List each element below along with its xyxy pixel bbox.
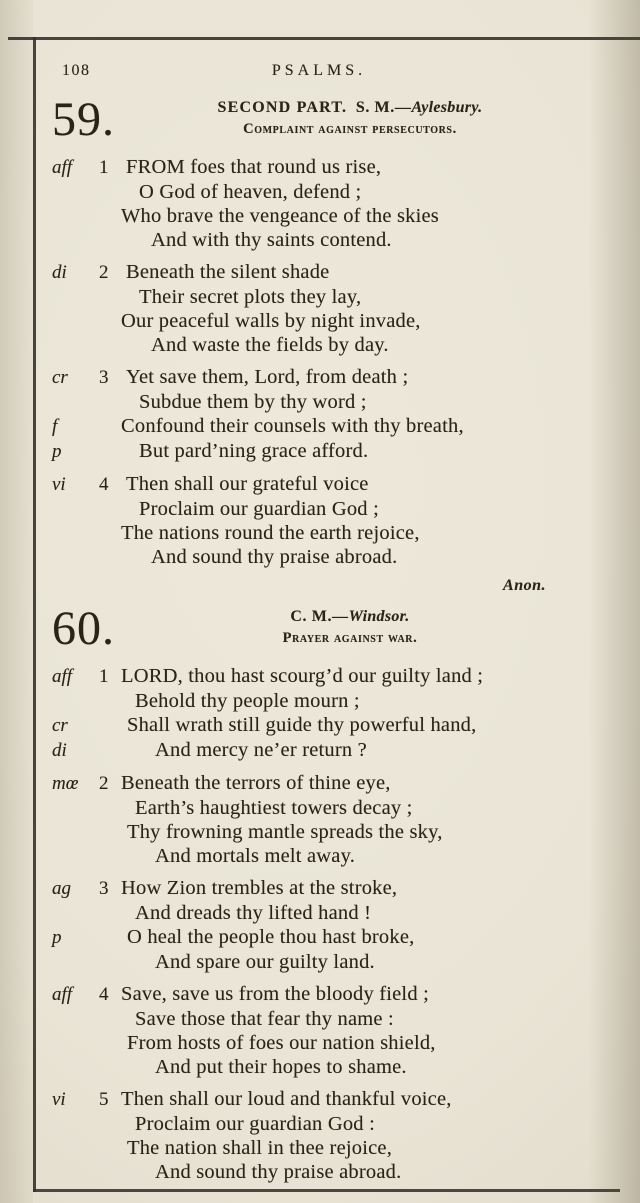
psalm-meter-line <box>144 99 556 117</box>
verse-text: And mercy ne’er return ? <box>155 739 367 761</box>
verse-line <box>52 771 586 796</box>
verse-text: And with thy saints contend. <box>151 229 392 251</box>
page-number: 108 <box>62 62 91 79</box>
verse-line <box>52 1112 586 1136</box>
expression-mark: p <box>52 927 62 948</box>
verse-text: And spare our guilty land. <box>155 951 375 973</box>
psalm-titles <box>144 603 586 647</box>
expression-mark: vi <box>52 1089 66 1110</box>
verse-text: O God of heaven, defend ; <box>139 181 362 203</box>
stanza <box>52 1087 586 1184</box>
verse-text: Subdue them by thy word ; <box>139 391 367 413</box>
verse-text: Yet save them, Lord, from death ; <box>126 366 409 388</box>
verse-line <box>52 1031 586 1055</box>
verse-text: Beneath the silent shade <box>126 261 330 283</box>
verse-line <box>52 982 586 1007</box>
verse-line <box>52 901 586 925</box>
verse-line <box>52 664 586 689</box>
verse-number: 3 <box>99 878 109 899</box>
verse-text: Proclaim our guardian God ; <box>139 498 379 520</box>
verse-text: And waste the fields by day. <box>151 334 389 356</box>
verse-number: 4 <box>99 984 109 1005</box>
verse-line <box>52 333 586 357</box>
psalm-59 <box>52 94 586 595</box>
psalm-subtitle: Complaint against persecutors. <box>243 121 457 137</box>
verse-line <box>52 204 586 228</box>
verse-text: Beneath the terrors of thine eye, <box>121 772 391 794</box>
verse-text: Earth’s haughtiest towers decay ; <box>135 797 413 819</box>
verse-line <box>52 1007 586 1031</box>
psalm-number: 60. <box>52 602 115 655</box>
verse-text: And sound thy praise abroad. <box>151 546 398 568</box>
verse-number: 4 <box>99 474 109 495</box>
psalm-titles <box>144 94 586 138</box>
stanza <box>52 260 586 357</box>
verse-text: Who brave the vengeance of the skies <box>121 205 439 227</box>
verse-number: 3 <box>99 367 109 388</box>
verse-text: And put their hopes to shame. <box>155 1056 407 1078</box>
verse-text: O heal the people thou hast broke, <box>127 926 415 948</box>
verse-line <box>52 1160 586 1184</box>
psalm-tune-label: Aylesbury. <box>411 99 483 116</box>
verse-number: 1 <box>99 666 109 687</box>
stanza <box>52 876 586 974</box>
psalm-60 <box>52 603 586 1184</box>
verse-text: From hosts of foes our nation shield, <box>127 1032 436 1054</box>
verse-line <box>52 1136 586 1160</box>
verse-number: 1 <box>99 157 109 178</box>
expression-mark: aff <box>52 666 73 687</box>
expression-mark: aff <box>52 157 73 178</box>
verse-line <box>52 414 586 439</box>
verse-text: How Zion trembles at the stroke, <box>121 877 398 899</box>
verse-line <box>52 1055 586 1079</box>
expression-mark: aff <box>52 984 73 1005</box>
verse-line <box>52 820 586 844</box>
expression-mark: p <box>52 441 62 462</box>
verse-line <box>52 713 586 738</box>
verse-line <box>52 1087 586 1112</box>
verse-text: Save, save us from the bloody field ; <box>121 983 430 1005</box>
verse-line <box>52 365 586 390</box>
verse-line <box>52 180 586 204</box>
verse-line <box>52 844 586 868</box>
psalm-number: 59. <box>52 93 115 146</box>
verse-line <box>52 796 586 820</box>
attribution: Anon. <box>503 577 546 594</box>
running-head-title: PSALMS. <box>271 62 367 79</box>
stanza <box>52 155 586 252</box>
running-header <box>52 60 586 92</box>
stanza <box>52 664 586 763</box>
verse-number: 5 <box>99 1089 109 1110</box>
verse-text: Then shall our grateful voice <box>126 473 369 495</box>
verse-line <box>52 545 586 569</box>
verse-text: The nations round the earth rejoice, <box>121 522 420 544</box>
verse-line <box>52 521 586 545</box>
verse-text: Shall wrath still guide thy powerful hand, <box>127 714 477 736</box>
psalm-meter-label: S. M.— <box>355 99 412 116</box>
expression-mark: di <box>52 740 67 761</box>
verse-line <box>52 439 586 464</box>
verse-text: And sound thy praise abroad. <box>155 1161 402 1183</box>
expression-mark: cr <box>52 715 68 736</box>
verse-line <box>52 925 586 950</box>
verse-line <box>52 497 586 521</box>
verse-line <box>52 876 586 901</box>
verse-number: 2 <box>99 262 109 283</box>
verse-line <box>52 155 586 180</box>
verse-text: Their secret plots they lay, <box>139 286 362 308</box>
verse-line <box>52 285 586 309</box>
verse-text: Save those that fear thy name : <box>135 1008 394 1030</box>
verse-text: But pard’ning grace afford. <box>139 440 369 462</box>
stanza <box>52 365 586 464</box>
expression-mark: mœ <box>52 773 79 794</box>
psalm-part-label: SECOND PART. <box>217 99 348 116</box>
psalm-meter-label: C. M.— <box>290 608 349 625</box>
verse-text: Proclaim our guardian God : <box>135 1113 375 1135</box>
verse-line <box>52 472 586 497</box>
verse-text: Confound their counsels with thy breath, <box>121 415 464 437</box>
verse-line <box>52 689 586 713</box>
verse-line <box>52 228 586 252</box>
psalm-subtitle: Prayer against war. <box>282 630 418 646</box>
verse-line <box>52 260 586 285</box>
verse-line <box>52 309 586 333</box>
stanza <box>52 472 586 569</box>
psalms-container <box>52 94 586 1184</box>
expression-mark: ag <box>52 878 71 899</box>
stanza <box>52 982 586 1079</box>
verse-text: And dreads thy lifted hand ! <box>135 902 372 924</box>
verse-line <box>52 950 586 974</box>
psalm-header <box>52 94 586 146</box>
expression-mark: vi <box>52 474 66 495</box>
verse-line <box>52 390 586 414</box>
verse-text: Thy frowning mantle spreads the sky, <box>127 821 443 843</box>
psalm-header <box>52 603 586 655</box>
expression-mark: di <box>52 262 67 283</box>
psalm-meter-line <box>144 608 556 626</box>
expression-mark: f <box>52 416 58 437</box>
stanza <box>52 771 586 868</box>
verse-text: And mortals melt away. <box>155 845 356 867</box>
verse-text: FROM foes that round us rise, <box>126 156 382 178</box>
verse-text: The nation shall in thee rejoice, <box>127 1137 393 1159</box>
expression-mark: cr <box>52 367 68 388</box>
verse-text: Then shall our loud and thankful voice, <box>121 1088 452 1110</box>
psalm-tune-label: Windsor. <box>348 608 410 625</box>
verse-line <box>52 738 586 763</box>
verse-number: 2 <box>99 773 109 794</box>
verse-text: Behold thy people mourn ; <box>135 690 360 712</box>
verse-text: LORD, thou hast scourg’d our guilty land ; <box>121 665 484 687</box>
verse-text: Our peaceful walls by night invade, <box>121 310 421 332</box>
